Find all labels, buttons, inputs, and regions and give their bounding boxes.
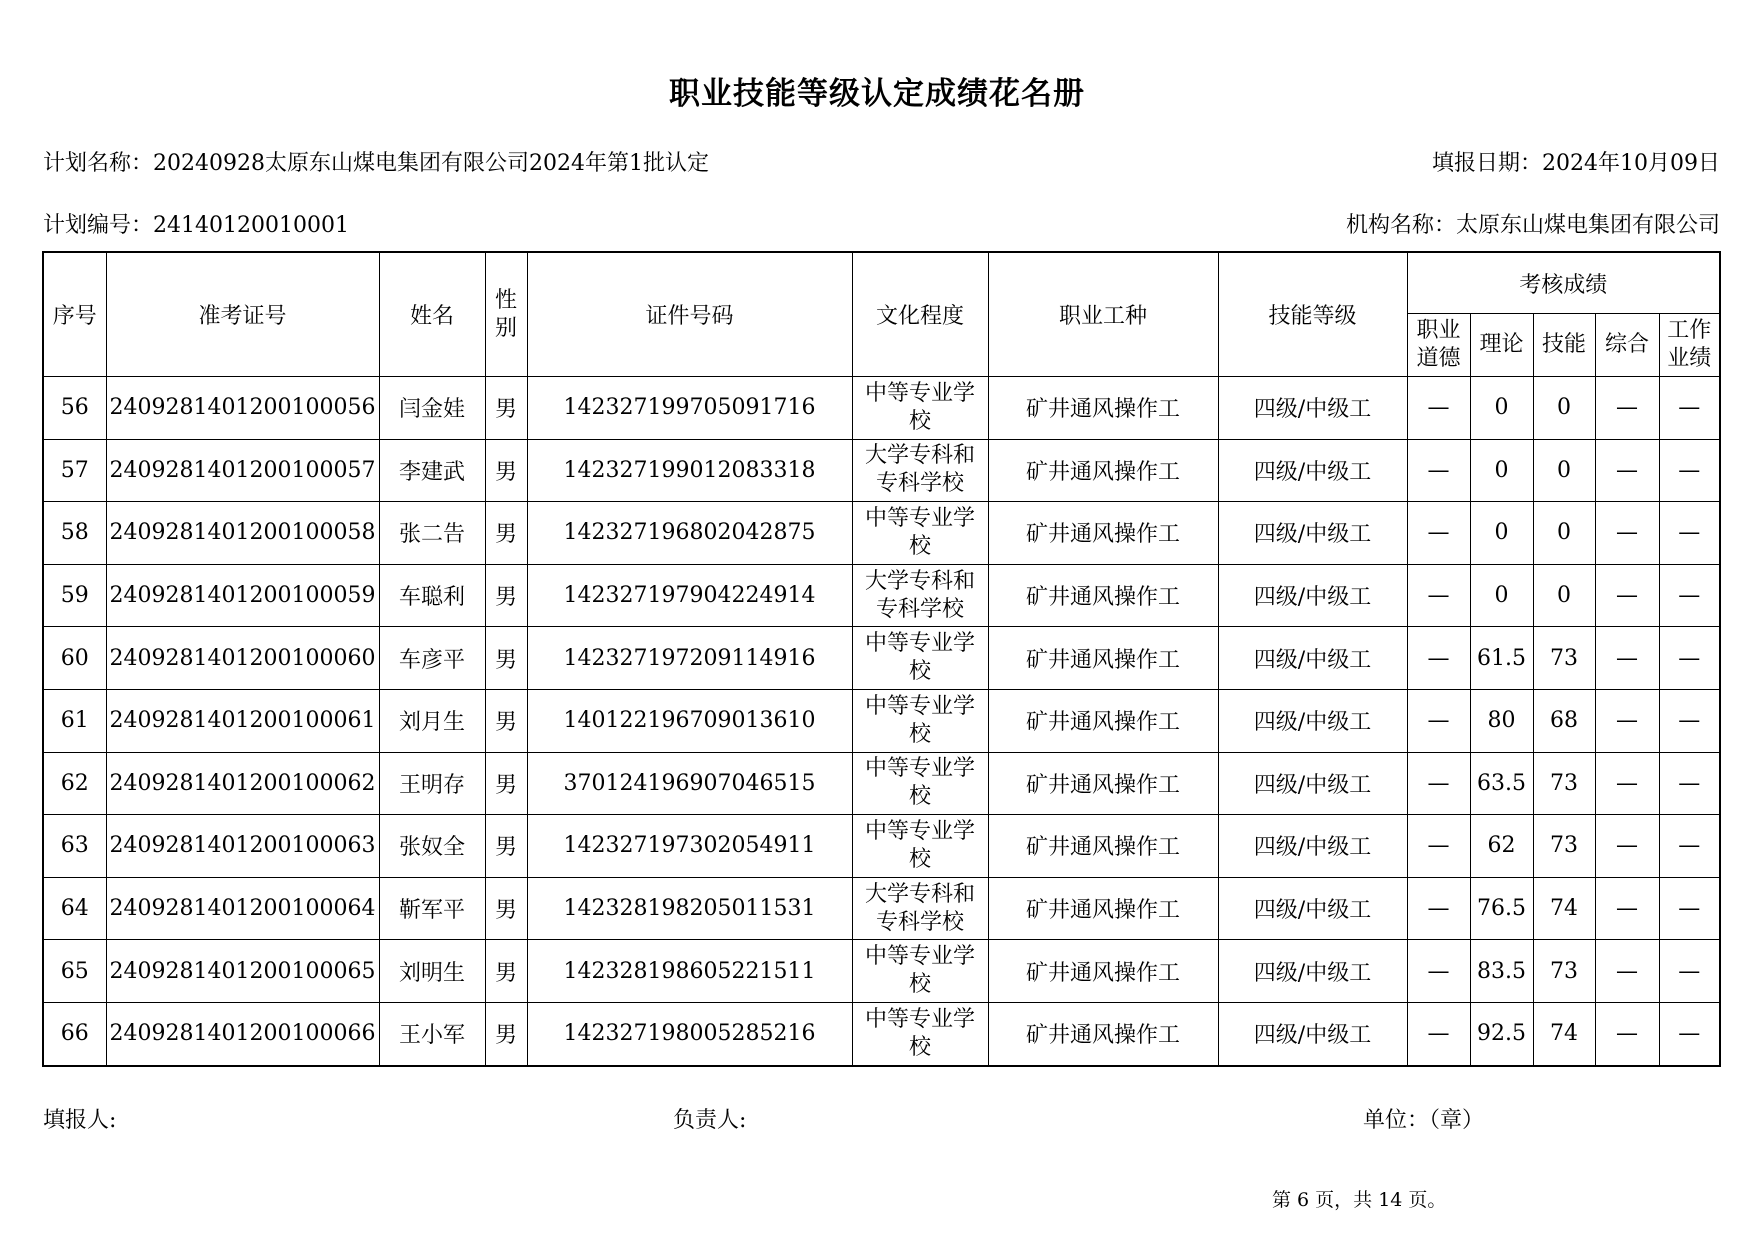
- plan-number-label: 计划编号：: [43, 213, 154, 238]
- header-occupation: 职业工种: [988, 252, 1218, 377]
- cell-education-line2: 校: [908, 533, 931, 559]
- cell-ethics: —: [1407, 877, 1470, 940]
- cell-id-no: 370124196907046515: [527, 752, 852, 815]
- cell-gender: 男: [485, 752, 527, 815]
- cell-name: 王小军: [379, 1002, 485, 1065]
- cell-ethics: —: [1407, 940, 1470, 1003]
- cell-id-no: 142328198205011531: [527, 877, 852, 940]
- header-name: 姓名: [379, 252, 485, 377]
- cell-ethics: —: [1407, 502, 1470, 565]
- responsible-label: 负责人:: [673, 1108, 747, 1133]
- cell-skill: 0: [1533, 564, 1595, 627]
- cell-theory: 62: [1470, 815, 1533, 878]
- cell-occupation: 矿井通风操作工: [988, 1002, 1218, 1065]
- header-id-no: 证件号码: [527, 252, 852, 377]
- cell-education-line1: 中等专业学: [864, 631, 975, 657]
- cell-exam-no: 2409281401200100058: [106, 502, 379, 565]
- cell-education-line1: 中等专业学: [864, 693, 975, 719]
- plan-name-value: 20240928太原东山煤电集团有限公司2024年第1批认定: [153, 151, 709, 176]
- cell-seq: 66: [43, 1002, 106, 1065]
- report-date: [1432, 146, 1720, 177]
- cell-education-line1: 大学专科和: [864, 443, 975, 469]
- table-row: [43, 439, 1720, 502]
- cell-ethics: —: [1407, 377, 1470, 440]
- cell-theory: 92.5: [1470, 1002, 1533, 1065]
- table-row: [43, 689, 1720, 752]
- cell-name: 张奴全: [379, 815, 485, 878]
- cell-id-no: 142327197904224914: [527, 564, 852, 627]
- plan-name-label: 计划名称：: [43, 151, 154, 176]
- cell-skill: 0: [1533, 377, 1595, 440]
- cell-education: [852, 752, 988, 815]
- cell-gender: 男: [485, 940, 527, 1003]
- cell-id-no: 142327199705091716: [527, 377, 852, 440]
- cell-overall: —: [1595, 815, 1659, 878]
- cell-name: 刘月生: [379, 689, 485, 752]
- organization-label: 机构名称：: [1345, 213, 1456, 238]
- cell-skill: 73: [1533, 940, 1595, 1003]
- cell-seq: 56: [43, 377, 106, 440]
- cell-exam-no: 2409281401200100065: [106, 940, 379, 1003]
- cell-education-line2: 校: [908, 659, 931, 685]
- cell-name: 王明存: [379, 752, 485, 815]
- cell-ethics: —: [1407, 564, 1470, 627]
- cell-education-line2: 校: [908, 784, 931, 810]
- cell-work: —: [1659, 940, 1720, 1003]
- cell-name: 刘明生: [379, 940, 485, 1003]
- header-work: [1659, 314, 1720, 377]
- cell-level: 四级/中级工: [1218, 815, 1407, 878]
- cell-education-line2: 校: [908, 721, 931, 747]
- cell-level: 四级/中级工: [1218, 1002, 1407, 1065]
- cell-work: —: [1659, 564, 1720, 627]
- cell-overall: —: [1595, 627, 1659, 690]
- plan-number-value: 24140120010001: [153, 213, 349, 238]
- cell-overall: —: [1595, 502, 1659, 565]
- header-scores: 考核成绩: [1407, 252, 1720, 314]
- header-ethics-line2: 道德: [1416, 346, 1461, 371]
- cell-education-line1: 中等专业学: [864, 380, 975, 406]
- cell-education-line2: 校: [908, 846, 931, 872]
- cell-occupation: 矿井通风操作工: [988, 877, 1218, 940]
- cell-education-line2: 校: [908, 972, 931, 998]
- filler-label: 填报人:: [43, 1108, 117, 1133]
- cell-seq: 59: [43, 564, 106, 627]
- cell-level: 四级/中级工: [1218, 877, 1407, 940]
- table-row: [43, 627, 1720, 690]
- cell-seq: 63: [43, 815, 106, 878]
- report-date-label: 填报日期：: [1432, 151, 1543, 176]
- header-work-line1: 工作: [1667, 318, 1712, 343]
- cell-gender: 男: [485, 377, 527, 440]
- cell-overall: —: [1595, 689, 1659, 752]
- cell-exam-no: 2409281401200100064: [106, 877, 379, 940]
- cell-level: 四级/中级工: [1218, 439, 1407, 502]
- page-title: 职业技能等级认定成绩花名册: [669, 76, 1085, 112]
- cell-name: 张二告: [379, 502, 485, 565]
- cell-gender: 男: [485, 439, 527, 502]
- header-skill: 技能: [1533, 314, 1595, 377]
- table-row: [43, 502, 1720, 565]
- cell-skill: 68: [1533, 689, 1595, 752]
- cell-occupation: 矿井通风操作工: [988, 564, 1218, 627]
- cell-ethics: —: [1407, 1002, 1470, 1065]
- cell-ethics: —: [1407, 439, 1470, 502]
- cell-education: [852, 940, 988, 1003]
- cell-level: 四级/中级工: [1218, 752, 1407, 815]
- cell-level: 四级/中级工: [1218, 564, 1407, 627]
- header-gender-line1: 性: [494, 287, 517, 313]
- header-gender-line2: 别: [494, 315, 517, 341]
- cell-exam-no: 2409281401200100057: [106, 439, 379, 502]
- cell-theory: 0: [1470, 439, 1533, 502]
- cell-exam-no: 2409281401200100061: [106, 689, 379, 752]
- cell-education-line1: 中等专业学: [864, 944, 975, 970]
- cell-skill: 0: [1533, 502, 1595, 565]
- cell-skill: 74: [1533, 1002, 1595, 1065]
- cell-theory: 83.5: [1470, 940, 1533, 1003]
- table-row: [43, 940, 1720, 1003]
- cell-seq: 60: [43, 627, 106, 690]
- cell-id-no: 140122196709013610: [527, 689, 852, 752]
- cell-exam-no: 2409281401200100062: [106, 752, 379, 815]
- cell-theory: 63.5: [1470, 752, 1533, 815]
- cell-seq: 58: [43, 502, 106, 565]
- cell-gender: 男: [485, 502, 527, 565]
- cell-seq: 57: [43, 439, 106, 502]
- cell-theory: 80: [1470, 689, 1533, 752]
- cell-overall: —: [1595, 564, 1659, 627]
- cell-name: 闫金娃: [379, 377, 485, 440]
- cell-id-no: 142328198605221511: [527, 940, 852, 1003]
- cell-level: 四级/中级工: [1218, 377, 1407, 440]
- cell-education-line1: 中等专业学: [864, 756, 975, 782]
- report-date-value: 2024年10月09日: [1542, 151, 1720, 176]
- cell-name: 李建武: [379, 439, 485, 502]
- cell-education: [852, 815, 988, 878]
- header-ethics-line1: 职业: [1416, 318, 1461, 343]
- cell-overall: —: [1595, 877, 1659, 940]
- plan-number: [43, 208, 349, 239]
- cell-seq: 64: [43, 877, 106, 940]
- cell-id-no: 142327197302054911: [527, 815, 852, 878]
- header-education: 文化程度: [852, 252, 988, 377]
- cell-work: —: [1659, 439, 1720, 502]
- cell-skill: 73: [1533, 815, 1595, 878]
- cell-occupation: 矿井通风操作工: [988, 439, 1218, 502]
- cell-overall: —: [1595, 940, 1659, 1003]
- cell-level: 四级/中级工: [1218, 502, 1407, 565]
- cell-gender: 男: [485, 877, 527, 940]
- cell-id-no: 142327198005285216: [527, 1002, 852, 1065]
- cell-theory: 0: [1470, 377, 1533, 440]
- header-theory: 理论: [1470, 314, 1533, 377]
- header-ethics: [1407, 314, 1470, 377]
- header-exam-no: 准考证号: [106, 252, 379, 377]
- cell-education-line1: 中等专业学: [864, 818, 975, 844]
- cell-skill: 74: [1533, 877, 1595, 940]
- cell-occupation: 矿井通风操作工: [988, 940, 1218, 1003]
- organization-value: 太原东山煤电集团有限公司: [1455, 213, 1720, 238]
- cell-work: —: [1659, 689, 1720, 752]
- table-row: [43, 377, 1720, 440]
- cell-work: —: [1659, 502, 1720, 565]
- header-gender: [485, 252, 527, 377]
- header-level: 技能等级: [1218, 252, 1407, 377]
- cell-id-no: 142327196802042875: [527, 502, 852, 565]
- score-roster-table: [42, 251, 1721, 1067]
- cell-name: 靳军平: [379, 877, 485, 940]
- cell-exam-no: 2409281401200100066: [106, 1002, 379, 1065]
- cell-exam-no: 2409281401200100063: [106, 815, 379, 878]
- cell-education-line1: 大学专科和: [864, 881, 975, 907]
- cell-ethics: —: [1407, 752, 1470, 815]
- cell-seq: 62: [43, 752, 106, 815]
- cell-occupation: 矿井通风操作工: [988, 377, 1218, 440]
- cell-theory: 0: [1470, 502, 1533, 565]
- cell-exam-no: 2409281401200100059: [106, 564, 379, 627]
- cell-seq: 65: [43, 940, 106, 1003]
- cell-gender: 男: [485, 627, 527, 690]
- cell-name: 车聪利: [379, 564, 485, 627]
- cell-gender: 男: [485, 1002, 527, 1065]
- cell-seq: 61: [43, 689, 106, 752]
- cell-gender: 男: [485, 815, 527, 878]
- cell-work: —: [1659, 815, 1720, 878]
- cell-level: 四级/中级工: [1218, 940, 1407, 1003]
- cell-work: —: [1659, 627, 1720, 690]
- plan-name: [43, 146, 709, 177]
- table-row: [43, 815, 1720, 878]
- cell-work: —: [1659, 1002, 1720, 1065]
- cell-occupation: 矿井通风操作工: [988, 502, 1218, 565]
- cell-skill: 73: [1533, 627, 1595, 690]
- cell-education: [852, 564, 988, 627]
- cell-education: [852, 1002, 988, 1065]
- header-work-line2: 业绩: [1667, 346, 1712, 371]
- header-row: [43, 252, 1720, 314]
- table-row: [43, 564, 1720, 627]
- cell-work: —: [1659, 877, 1720, 940]
- page-indicator: 第 6 页，共 14 页。: [1272, 1189, 1447, 1211]
- cell-exam-no: 2409281401200100056: [106, 377, 379, 440]
- header-overall: 综合: [1595, 314, 1659, 377]
- table-row: [43, 877, 1720, 940]
- cell-exam-no: 2409281401200100060: [106, 627, 379, 690]
- cell-education: [852, 627, 988, 690]
- cell-occupation: 矿井通风操作工: [988, 752, 1218, 815]
- cell-education-line1: 中等专业学: [864, 505, 975, 531]
- unit-seal-label: 单位：（章）: [1363, 1108, 1485, 1133]
- cell-education-line1: 大学专科和: [864, 568, 975, 594]
- cell-theory: 61.5: [1470, 627, 1533, 690]
- cell-education: [852, 439, 988, 502]
- cell-education-line1: 中等专业学: [864, 1006, 975, 1032]
- cell-overall: —: [1595, 439, 1659, 502]
- cell-ethics: —: [1407, 689, 1470, 752]
- header-seq: 序号: [43, 252, 106, 377]
- cell-occupation: 矿井通风操作工: [988, 627, 1218, 690]
- cell-ethics: —: [1407, 627, 1470, 690]
- cell-theory: 0: [1470, 564, 1533, 627]
- cell-occupation: 矿井通风操作工: [988, 815, 1218, 878]
- cell-education: [852, 377, 988, 440]
- cell-level: 四级/中级工: [1218, 689, 1407, 752]
- cell-education-line2: 校: [908, 408, 931, 434]
- cell-education-line2: 校: [908, 1034, 931, 1060]
- cell-education-line2: 专科学校: [875, 909, 964, 935]
- table-row: [43, 1002, 1720, 1065]
- table-row: [43, 752, 1720, 815]
- cell-name: 车彦平: [379, 627, 485, 690]
- cell-gender: 男: [485, 689, 527, 752]
- cell-overall: —: [1595, 1002, 1659, 1065]
- cell-level: 四级/中级工: [1218, 627, 1407, 690]
- cell-id-no: 142327199012083318: [527, 439, 852, 502]
- cell-work: —: [1659, 752, 1720, 815]
- cell-work: —: [1659, 377, 1720, 440]
- cell-overall: —: [1595, 752, 1659, 815]
- cell-ethics: —: [1407, 815, 1470, 878]
- organization: [1346, 208, 1720, 239]
- cell-skill: 73: [1533, 752, 1595, 815]
- cell-education-line2: 专科学校: [875, 596, 964, 622]
- cell-theory: 76.5: [1470, 877, 1533, 940]
- cell-gender: 男: [485, 564, 527, 627]
- cell-id-no: 142327197209114916: [527, 627, 852, 690]
- cell-education-line2: 专科学校: [875, 471, 964, 497]
- cell-education: [852, 689, 988, 752]
- cell-education: [852, 502, 988, 565]
- cell-overall: —: [1595, 377, 1659, 440]
- cell-education: [852, 877, 988, 940]
- cell-skill: 0: [1533, 439, 1595, 502]
- cell-occupation: 矿井通风操作工: [988, 689, 1218, 752]
